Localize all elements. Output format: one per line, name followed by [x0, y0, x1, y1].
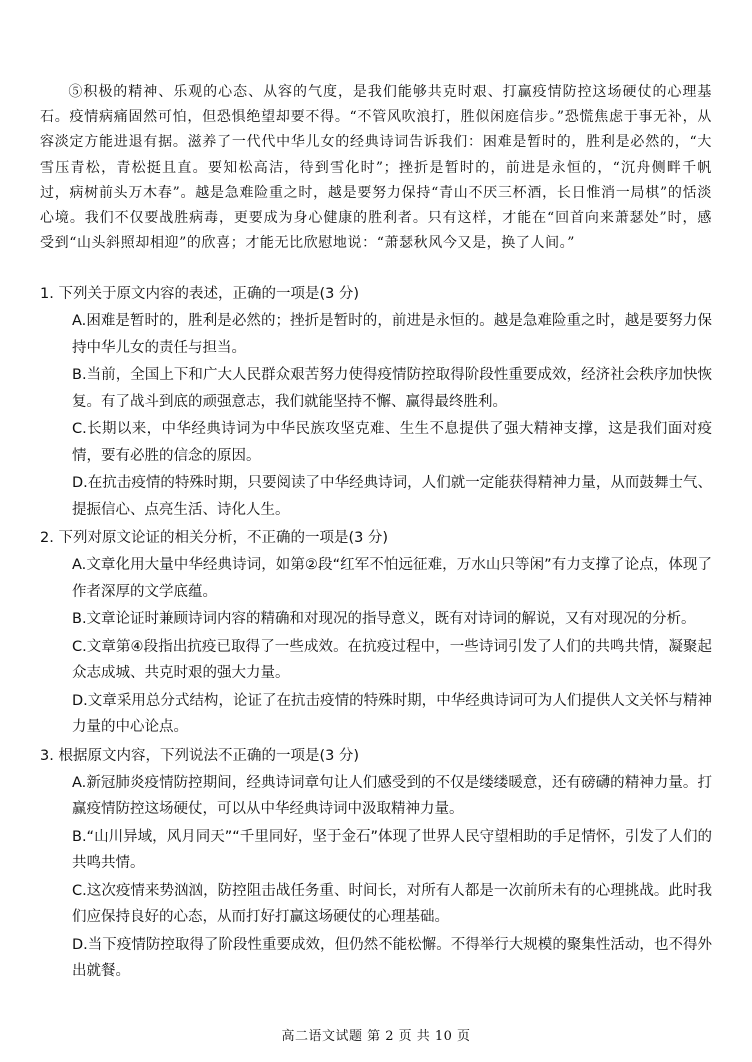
option-a: A.困难是暂时的，胜利是必然的；挫折是暂时的，前进是永恒的。越是急难险重之时，越是要努力保持中华儿女的责任与担当。 [72, 313, 712, 356]
option-d: D.在抗击疫情的特殊时期，只要阅读了中华经典诗词，人们就一定能获得精神力量，从而鼓舞士气、提振信心、点亮生活、诗化人生。 [72, 475, 712, 518]
question-stem: 1. 下列关于原文内容的表述，正确的一项是(3 分) [40, 286, 360, 302]
option-b: B.当前，全国上下和广大人民群众艰苦努力使得疫情防控取得阶段性重要成效，经济社会秩序加快恢复。有了战斗到底的顽强意志，我们就能坚持不懈、赢得最终胜利。 [72, 367, 712, 410]
option-d: D.当下疫情防控取得了阶段性重要成效，但仍然不能松懈。不得举行大规模的聚集性活动，也不得外出就餐。 [72, 936, 712, 979]
option-d: D.文章采用总分式结构，论证了在抗击疫情的特殊时期，中华经典诗词可为人们提供人文关怀与精神力量的中心论点。 [72, 692, 712, 735]
option-a: A.文章化用大量中华经典诗词，如第②段“红军不怕远征难，万水山只等闲”有力支撑了论点，体现了作者深厚的文学底蕴。 [72, 557, 712, 600]
option-b: B.“山川异域，风月同天”“千里同好，坚于金石”体现了世界人民守望相助的手足情怀，引发了人们的共鸣共情。 [72, 828, 712, 871]
question-stem: 2. 下列对原文论证的相关分析，不正确的一项是(3 分) [40, 530, 389, 546]
question-1 [40, 282, 712, 523]
option-a: A.新冠肺炎疫情防控期间，经典诗词章句让人们感受到的不仅是缕缕暖意，还有磅礴的精神力量。打赢疫情防控这场硬仗，可以从中华经典诗词中汲取精神力量。 [72, 774, 712, 817]
option-c: C.这次疫情来势汹汹，防控阻击战任务重、时间长，对所有人都是一次前所未有的心理挑战。此时我们应保持良好的心态，从而打好打赢这场硬仗的心理基础。 [72, 882, 712, 925]
option-b: B.文章论证时兼顾诗词内容的精确和对现况的指导意义，既有对诗词的解说，又有对现况的分析。 [72, 611, 696, 627]
question-2 [40, 526, 712, 741]
passage-paragraph-5 [40, 80, 712, 256]
question-stem: 3. 根据原文内容，下列说法不正确的一项是(3 分) [40, 747, 360, 764]
page-footer: 高二语文试题 第 2 页 共 10 页 [281, 1029, 471, 1044]
question-3 [40, 744, 712, 985]
option-c: C.文章第④段指出抗疫已取得了一些成效。在抗疫过程中，一些诗词引发了人们的共鸣共情，凝聚起众志成城、共克时艰的强大力量。 [72, 638, 712, 681]
passage-text: ⑤积极的精神、乐观的心态、从容的气度，是我们能够共克时艰、打赢疫情防控这场硬仗的心理基石。疫情病痛固然可怕，但恐惧绝望却要不得。“不管风吹浪打，胜似闲庭信步。”恐慌焦虑于事无补，从容淡定方能进退有据。滋养了一代代中华儿女的经典诗词告诉我们：困难是暂时的，胜利是必然的，“大雪压青松，青松挺且直。要知松高洁，待到雪化时”；挫折是暂时的，前进是永恒的，“沉舟侧畔千帆过，病树前头万木春”。越是急难险重之时，越是要努力保持“青山不厌三杯酒，长日惟消一局棋”的恬淡心境。我们不仅要战胜病毒，更要成为身心健康的胜利者。只有这样，才能在“回首向来萧瑟处”时，感受到“山头斜照却相迎”的欣喜；才能无比欣慰地说：“萧瑟秋风今又是，换了人间。” [40, 84, 712, 252]
question-list [40, 282, 712, 988]
option-c: C.长期以来，中华经典诗词为中华民族攻坚克难、生生不息提供了强大精神支撑，这是我们面对疫情，要有必胜的信念的原因。 [72, 421, 712, 464]
